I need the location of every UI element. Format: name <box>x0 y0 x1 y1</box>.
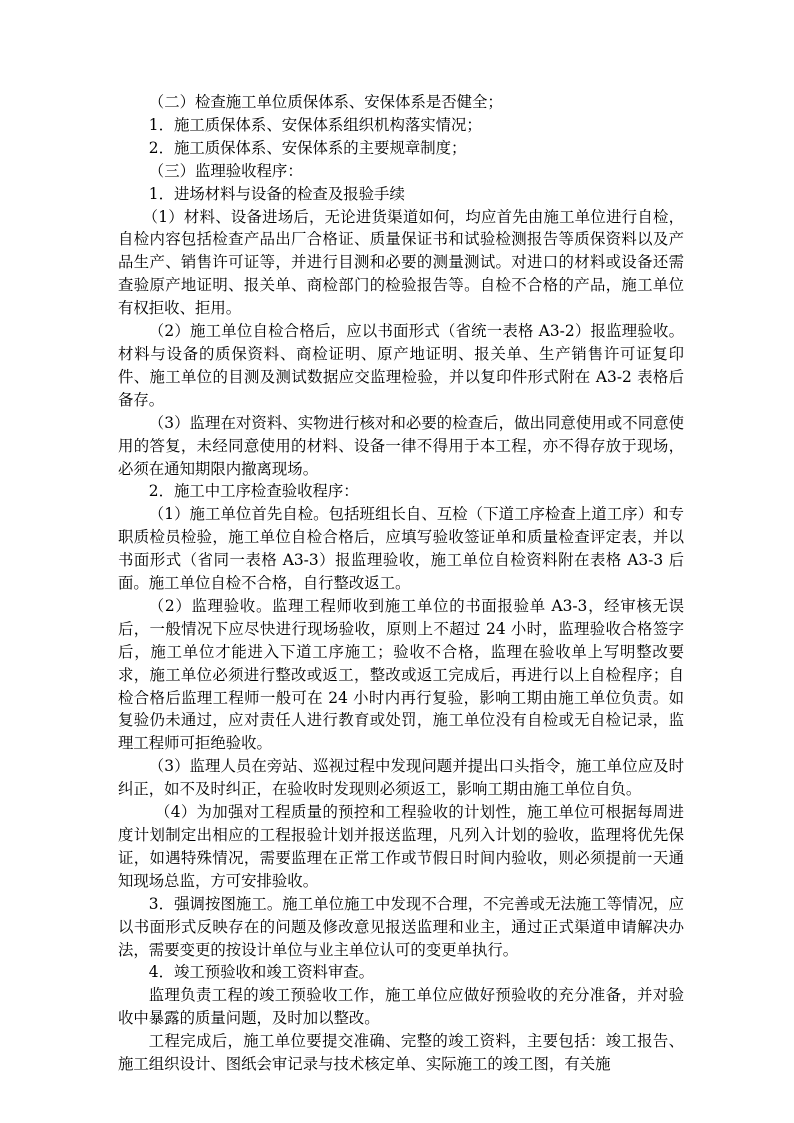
paragraph: （2）监理验收。监理工程师收到施工单位的书面报验单 A3-3，经审核无误后，一般情况下应尽快进行现场验收，原则上不超过 24 小时，监理验收合格签字后，施工单位才能进入下道工序施工；验收不合格，监理在验收单上写明整改要求，施工单位必须进行整改或返工，整改或返工完成后，再进行以上自检程序；自检合格后监理工程师一般可在 24 小时内再行复验，影响工期由施工单位负责。如复验仍未通过，应对责任人进行教育或处罚，施工单位没有自检或无自检记录，监理工程师可拒绝验收。 <box>118 596 684 753</box>
paragraph: 工程完成后，施工单位要提交准确、完整的竣工资料，主要包括：竣工报告、施工组织设计、图纸会审记录与技术核定单、实际施工的竣工图，有关施 <box>118 1032 684 1074</box>
paragraph: （4）为加强对工程质量的预控和工程验收的计划性，施工单位可根据每周进度计划制定出相应的工程报验计划并报送监理，凡列入计划的验收，监理将优先保证，如遇特殊情况，需要监理在正常工作或节假日时间内验收，则必须提前一天通知现场总监，方可安排验收。 <box>118 803 684 890</box>
paragraph: （三）监理验收程序： <box>148 161 303 180</box>
paragraph: 2．施工质保体系、安保体系的主要规章制度； <box>148 138 467 157</box>
paragraph: （1）材料、设备进场后，无论进货渠道如何，均应首先由施工单位进行自检，自检内容包括检查产品出厂合格证、质量保证书和试验检测报告等质保资料以及产品生产、销售许可证等，并进行目测和必要的测量测试。对进口的材料或设备还需查验原产地证明、报关单、商检部门的检验报告等。自检不合格的产品，施工单位有权拒收、拒用。 <box>118 207 684 318</box>
paragraph: （3）监理在对资料、实物进行核对和必要的检查后，做出同意使用或不同意使用的答复，未经同意使用的材料、设备一律不得用于本工程，亦不得存放于现场，必须在通知期限内撤离现场。 <box>118 413 684 478</box>
paragraph: 1．施工质保体系、安保体系组织机构落实情况； <box>148 115 482 134</box>
paragraph: （1）施工单位首先自检。包括班组长自、互检（下道工序检查上道工序）和专职质检员检验，施工单位自检合格后，应填写验收签证单和质量检查评定表，并以书面形式（省同一表格 A3-3）报监理验收，施工单位自检资料附在表格 A3-3 后面。施工单位自检不合格，自行整改返工。 <box>118 505 684 593</box>
paragraph: （2）施工单位自检合格后，应以书面形式（省统一表格 A3-2）报监理验收。材料与设备的质保资料、商检证明、原产地证明、报关单、生产销售许可证复印件、施工单位的目测及测试数据应交监理检验，并以复印件形式附在 A3-2 表格后备存。 <box>118 322 684 409</box>
paragraph: 监理负责工程的竣工预验收工作，施工单位应做好预验收的充分准备，并对验收中暴露的质量问题，及时加以整改。 <box>118 986 684 1028</box>
paragraph: 4．竣工预验收和竣工资料审查。 <box>148 963 375 982</box>
document-page <box>118 91 684 1076</box>
paragraph: 2．施工中工序检查验收程序： <box>148 482 359 501</box>
paragraph: （二）检查施工单位质保体系、安保体系是否健全； <box>148 93 503 111</box>
paragraph: （3）监理人员在旁站、巡视过程中发现问题并提出口头指令，施工单位应及时纠正，如不及时纠正，在验收时发现则必须返工，影响工期由施工单位自负。 <box>118 757 684 799</box>
paragraph: 1．进场材料与设备的检查及报验手续 <box>148 184 405 203</box>
paragraph: 3．强调按图施工。施工单位施工中发现不合理，不完善或无法施工等情况，应以书面形式反映存在的问题及修改意见报送监理和业主，通过正式渠道申请解决办法，需要变更的按设计单位与业主单位认可的变更单执行。 <box>118 894 684 959</box>
